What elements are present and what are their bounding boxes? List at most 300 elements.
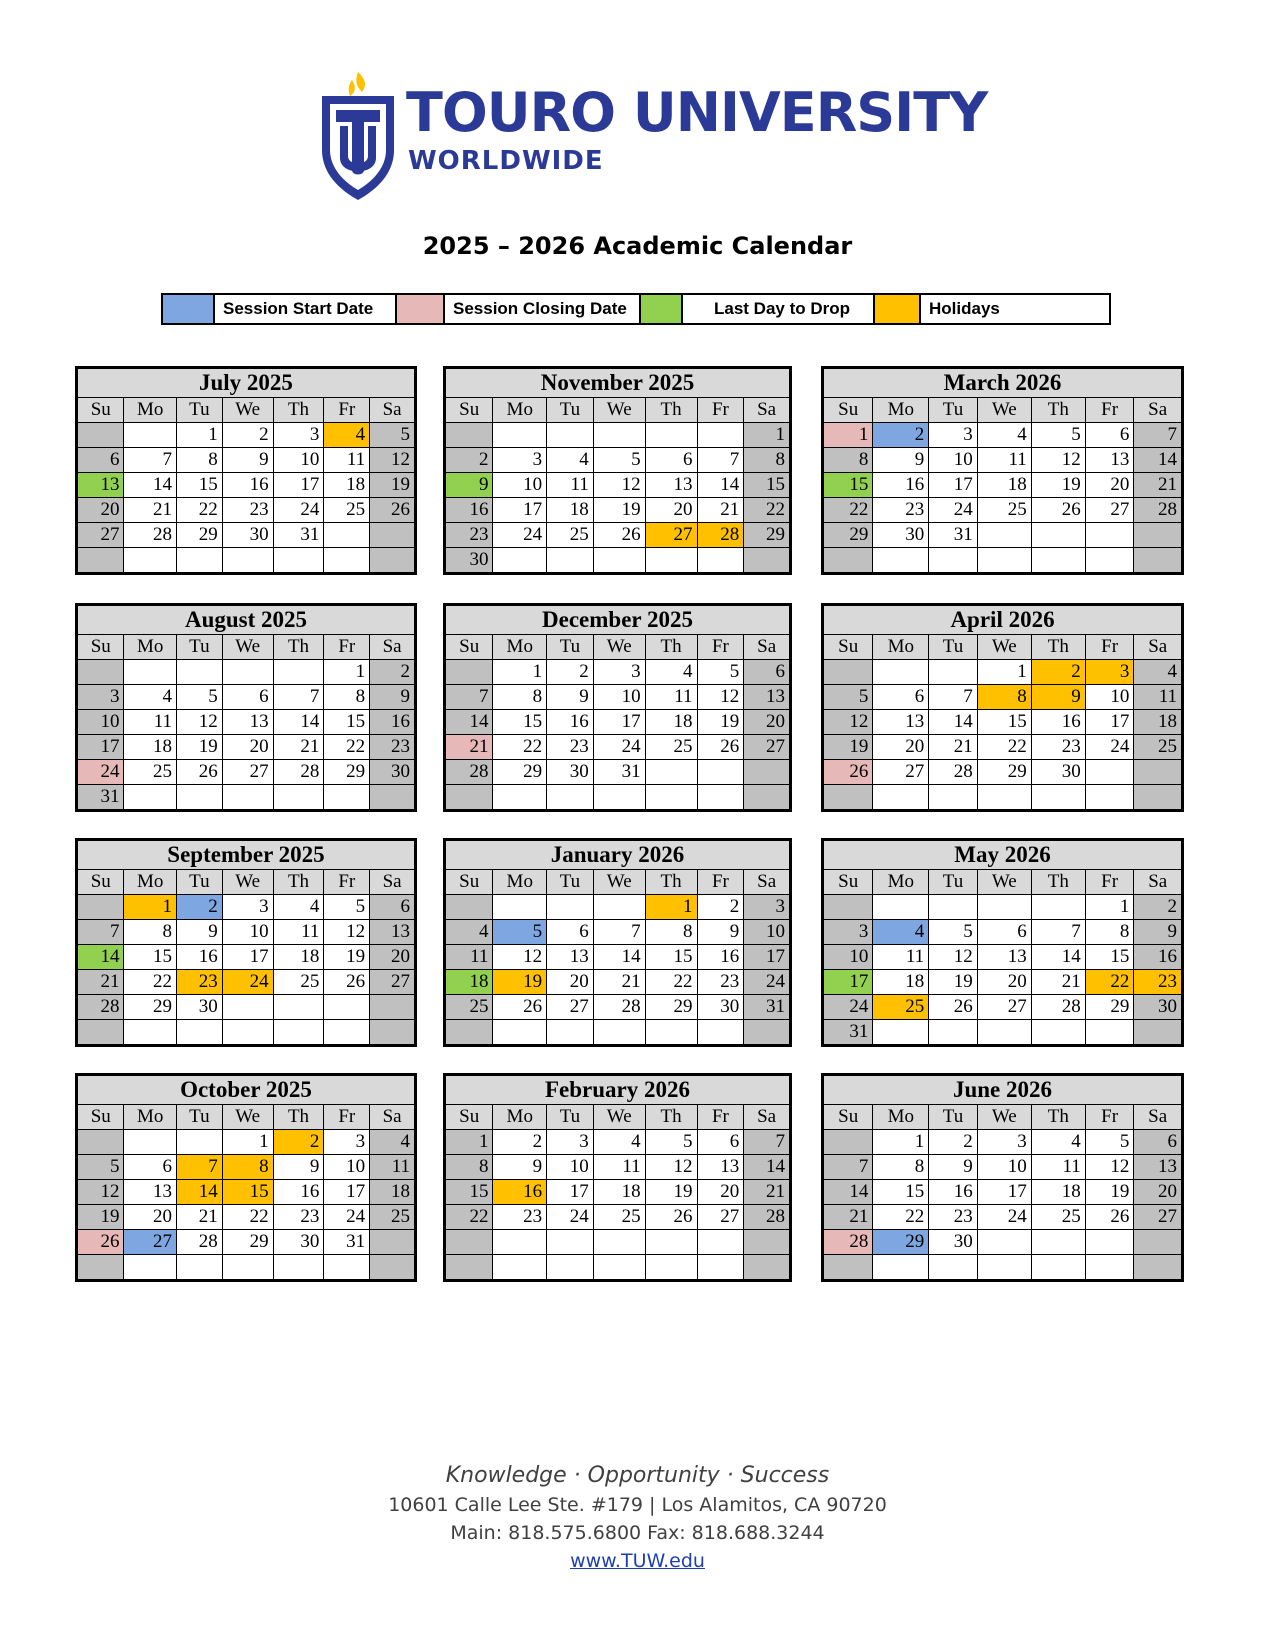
day-cell: [124, 1255, 177, 1281]
day-cell: 7: [273, 685, 324, 710]
day-cell: [823, 548, 873, 574]
day-cell: 26: [176, 760, 222, 785]
day-cell: [929, 895, 978, 920]
day-cell: 30: [370, 760, 416, 785]
day-cell: 17: [493, 498, 547, 523]
day-cell: [1031, 785, 1085, 811]
day-cell: [873, 660, 929, 685]
day-cell: 22: [324, 735, 370, 760]
day-cell: [124, 1020, 177, 1046]
day-cell: 20: [977, 970, 1031, 995]
day-cell: [124, 423, 177, 448]
day-cell: [176, 548, 222, 574]
day-cell: 20: [124, 1205, 177, 1230]
day-cell: [445, 1230, 493, 1255]
day-cell: [124, 1130, 177, 1155]
day-cell: 13: [1134, 1155, 1183, 1180]
legend-label-holidays: Holidays: [929, 299, 1000, 318]
day-cell: 25: [873, 995, 929, 1020]
month-calendar: [75, 366, 417, 575]
weekday-header: Mo: [873, 398, 929, 423]
day-cell: 23: [929, 1205, 978, 1230]
weekday-header: Mo: [873, 635, 929, 660]
day-cell: [1134, 548, 1183, 574]
day-cell: 18: [977, 473, 1031, 498]
day-cell: 30: [697, 995, 744, 1020]
weekday-header: Su: [77, 635, 124, 660]
day-cell: [593, 1255, 645, 1281]
day-cell: [1085, 1255, 1134, 1281]
day-cell: 25: [645, 735, 697, 760]
day-cell: 1: [645, 895, 697, 920]
month-title: June 2026: [823, 1075, 1183, 1105]
day-cell: 23: [493, 1205, 547, 1230]
day-cell: 14: [823, 1180, 873, 1205]
day-cell: 2: [445, 448, 493, 473]
day-cell: 7: [124, 448, 177, 473]
day-cell: 15: [1085, 945, 1134, 970]
day-cell: 10: [823, 945, 873, 970]
day-cell: [273, 1020, 324, 1046]
month-title: December 2025: [445, 605, 791, 635]
weekday-header: Mo: [493, 1105, 547, 1130]
day-cell: 18: [1134, 710, 1183, 735]
weekday-header: Su: [823, 870, 873, 895]
weekday-header: We: [222, 398, 273, 423]
day-cell: 16: [873, 473, 929, 498]
day-cell: 6: [1134, 1130, 1183, 1155]
day-cell: 27: [977, 995, 1031, 1020]
day-cell: [124, 785, 177, 811]
day-cell: [593, 895, 645, 920]
day-cell: 10: [222, 920, 273, 945]
day-cell: 20: [873, 735, 929, 760]
day-cell: 2: [873, 423, 929, 448]
day-cell: 10: [273, 448, 324, 473]
day-cell: 19: [593, 498, 645, 523]
day-cell: 13: [873, 710, 929, 735]
day-cell: 1: [1085, 895, 1134, 920]
weekday-header: Mo: [124, 870, 177, 895]
day-cell: 3: [929, 423, 978, 448]
day-cell: 6: [873, 685, 929, 710]
day-cell: 5: [1031, 423, 1085, 448]
weekday-header: Sa: [370, 1105, 416, 1130]
day-cell: 24: [77, 760, 124, 785]
day-cell: [324, 785, 370, 811]
day-cell: 22: [124, 970, 177, 995]
day-cell: 25: [547, 523, 594, 548]
day-cell: 22: [176, 498, 222, 523]
weekday-header: We: [593, 398, 645, 423]
day-cell: 13: [645, 473, 697, 498]
day-cell: [222, 1020, 273, 1046]
day-cell: [1134, 760, 1183, 785]
day-cell: [645, 423, 697, 448]
day-cell: 14: [744, 1155, 791, 1180]
day-cell: 12: [176, 710, 222, 735]
day-cell: 30: [1134, 995, 1183, 1020]
month-calendar: [75, 603, 417, 812]
day-cell: 5: [77, 1155, 124, 1180]
day-cell: 16: [929, 1180, 978, 1205]
weekday-header: Sa: [1134, 398, 1183, 423]
day-cell: [547, 548, 594, 574]
day-cell: 10: [324, 1155, 370, 1180]
day-cell: [547, 1020, 594, 1046]
day-cell: 11: [445, 945, 493, 970]
day-cell: 19: [1031, 473, 1085, 498]
weekday-header: Th: [273, 635, 324, 660]
day-cell: [1134, 785, 1183, 811]
day-cell: 16: [1134, 945, 1183, 970]
day-cell: [324, 1020, 370, 1046]
day-cell: 15: [977, 710, 1031, 735]
day-cell: 4: [370, 1130, 416, 1155]
day-cell: 8: [873, 1155, 929, 1180]
footer-phone: Main: 818.575.6800 Fax: 818.688.3244: [450, 1522, 825, 1544]
weekday-header: Sa: [370, 635, 416, 660]
weekday-header: Su: [77, 1105, 124, 1130]
day-cell: 3: [77, 685, 124, 710]
day-cell: [77, 1130, 124, 1155]
day-cell: 9: [222, 448, 273, 473]
day-cell: 6: [370, 895, 416, 920]
shield-torch-icon: [318, 70, 398, 202]
day-cell: 25: [124, 760, 177, 785]
weekday-header: Th: [645, 398, 697, 423]
day-cell: [645, 1020, 697, 1046]
day-cell: [176, 1255, 222, 1281]
day-cell: 11: [547, 473, 594, 498]
day-cell: 6: [744, 660, 791, 685]
footer-tagline: Knowledge · Opportunity · Success: [445, 1463, 830, 1488]
page-title: 2025 – 2026 Academic Calendar: [422, 232, 853, 260]
day-cell: 4: [445, 920, 493, 945]
day-cell: [77, 660, 124, 685]
day-cell: 4: [645, 660, 697, 685]
weekday-header: Sa: [744, 635, 791, 660]
day-cell: 25: [593, 1205, 645, 1230]
day-cell: [744, 1255, 791, 1281]
day-cell: 30: [273, 1230, 324, 1255]
day-cell: [645, 548, 697, 574]
day-cell: 1: [445, 1130, 493, 1155]
weekday-header: We: [593, 635, 645, 660]
day-cell: 12: [697, 685, 744, 710]
day-cell: [547, 1255, 594, 1281]
day-cell: 21: [273, 735, 324, 760]
month-calendar: [821, 366, 1184, 575]
day-cell: 30: [445, 548, 493, 574]
weekday-header: Tu: [929, 635, 978, 660]
day-cell: 8: [744, 448, 791, 473]
day-cell: 20: [744, 710, 791, 735]
day-cell: [593, 785, 645, 811]
weekday-header: Fr: [1085, 870, 1134, 895]
day-cell: 21: [823, 1205, 873, 1230]
day-cell: 17: [1085, 710, 1134, 735]
day-cell: 31: [77, 785, 124, 811]
day-cell: 11: [370, 1155, 416, 1180]
day-cell: 5: [370, 423, 416, 448]
footer-website-link[interactable]: www.TUW.edu: [570, 1550, 705, 1572]
weekday-header: Mo: [493, 635, 547, 660]
day-cell: 21: [1031, 970, 1085, 995]
day-cell: [823, 785, 873, 811]
day-cell: [593, 1230, 645, 1255]
day-cell: 26: [370, 498, 416, 523]
day-cell: 22: [645, 970, 697, 995]
month-title: August 2025: [77, 605, 416, 635]
day-cell: 25: [324, 498, 370, 523]
day-cell: 22: [744, 498, 791, 523]
day-cell: [370, 785, 416, 811]
weekday-header: Th: [645, 635, 697, 660]
day-cell: [645, 760, 697, 785]
day-cell: 22: [222, 1205, 273, 1230]
day-cell: [176, 660, 222, 685]
day-cell: 30: [176, 995, 222, 1020]
day-cell: 8: [222, 1155, 273, 1180]
weekday-header: Tu: [929, 1105, 978, 1130]
day-cell: [823, 1130, 873, 1155]
day-cell: 13: [124, 1180, 177, 1205]
day-cell: 21: [593, 970, 645, 995]
day-cell: [77, 1255, 124, 1281]
month-calendar: [443, 1073, 792, 1282]
legend-swatch-close: [397, 295, 445, 323]
day-cell: 16: [273, 1180, 324, 1205]
day-cell: 24: [1085, 735, 1134, 760]
day-cell: 29: [124, 995, 177, 1020]
month-calendar: [821, 1073, 1184, 1282]
day-cell: [176, 1020, 222, 1046]
weekday-header: Mo: [493, 398, 547, 423]
day-cell: 5: [176, 685, 222, 710]
day-cell: [547, 895, 594, 920]
day-cell: 27: [697, 1205, 744, 1230]
day-cell: [593, 1020, 645, 1046]
day-cell: 7: [593, 920, 645, 945]
day-cell: [124, 660, 177, 685]
day-cell: 20: [1134, 1180, 1183, 1205]
weekday-header: Fr: [324, 1105, 370, 1130]
day-cell: 4: [273, 895, 324, 920]
day-cell: [324, 523, 370, 548]
legend-swatch-drop: [641, 295, 683, 323]
day-cell: 6: [697, 1130, 744, 1155]
day-cell: [273, 660, 324, 685]
day-cell: [222, 995, 273, 1020]
day-cell: [547, 785, 594, 811]
day-cell: [324, 995, 370, 1020]
day-cell: 5: [697, 660, 744, 685]
day-cell: 2: [547, 660, 594, 685]
day-cell: [977, 523, 1031, 548]
day-cell: 8: [445, 1155, 493, 1180]
day-cell: [493, 1230, 547, 1255]
weekday-header: Sa: [370, 398, 416, 423]
day-cell: 18: [273, 945, 324, 970]
day-cell: 29: [744, 523, 791, 548]
day-cell: [222, 548, 273, 574]
weekday-header: Fr: [697, 870, 744, 895]
weekday-header: We: [222, 1105, 273, 1130]
day-cell: 21: [77, 970, 124, 995]
day-cell: [744, 548, 791, 574]
day-cell: [697, 423, 744, 448]
day-cell: 7: [823, 1155, 873, 1180]
day-cell: [873, 895, 929, 920]
day-cell: [823, 660, 873, 685]
weekday-header: We: [222, 870, 273, 895]
day-cell: 3: [324, 1130, 370, 1155]
day-cell: 8: [124, 920, 177, 945]
day-cell: 6: [645, 448, 697, 473]
weekday-header: Su: [445, 635, 493, 660]
day-cell: 2: [929, 1130, 978, 1155]
day-cell: 9: [370, 685, 416, 710]
day-cell: 5: [929, 920, 978, 945]
month-title: May 2026: [823, 840, 1183, 870]
day-cell: 4: [977, 423, 1031, 448]
weekday-header: Sa: [744, 1105, 791, 1130]
day-cell: 9: [1134, 920, 1183, 945]
legend-label-drop: Last Day to Drop: [683, 295, 875, 323]
weekday-header: Mo: [124, 635, 177, 660]
day-cell: 19: [1085, 1180, 1134, 1205]
weekday-header: We: [977, 398, 1031, 423]
day-cell: 17: [744, 945, 791, 970]
day-cell: 27: [370, 970, 416, 995]
weekday-header: Su: [77, 398, 124, 423]
day-cell: 2: [493, 1130, 547, 1155]
day-cell: 16: [547, 710, 594, 735]
day-cell: 31: [929, 523, 978, 548]
day-cell: 26: [77, 1230, 124, 1255]
day-cell: 15: [823, 473, 873, 498]
day-cell: 11: [977, 448, 1031, 473]
day-cell: 8: [324, 685, 370, 710]
weekday-header: Fr: [324, 870, 370, 895]
day-cell: 15: [222, 1180, 273, 1205]
day-cell: [445, 423, 493, 448]
day-cell: 20: [370, 945, 416, 970]
day-cell: 10: [977, 1155, 1031, 1180]
day-cell: 19: [176, 735, 222, 760]
day-cell: 15: [324, 710, 370, 735]
day-cell: 17: [823, 970, 873, 995]
day-cell: 25: [445, 995, 493, 1020]
day-cell: [77, 423, 124, 448]
day-cell: 3: [493, 448, 547, 473]
day-cell: [873, 785, 929, 811]
university-logo: [318, 70, 988, 205]
day-cell: 3: [977, 1130, 1031, 1155]
day-cell: 14: [445, 710, 493, 735]
day-cell: 7: [176, 1155, 222, 1180]
day-cell: [1134, 1020, 1183, 1046]
day-cell: 6: [77, 448, 124, 473]
day-cell: [697, 1255, 744, 1281]
day-cell: 26: [645, 1205, 697, 1230]
day-cell: [273, 1255, 324, 1281]
day-cell: 15: [645, 945, 697, 970]
day-cell: [977, 548, 1031, 574]
month-calendar: [75, 1073, 417, 1282]
day-cell: 12: [823, 710, 873, 735]
day-cell: 1: [873, 1130, 929, 1155]
day-cell: 14: [593, 945, 645, 970]
day-cell: [645, 785, 697, 811]
day-cell: 18: [445, 970, 493, 995]
day-cell: 22: [1085, 970, 1134, 995]
day-cell: 31: [324, 1230, 370, 1255]
day-cell: 29: [823, 523, 873, 548]
day-cell: 1: [124, 895, 177, 920]
day-cell: 18: [593, 1180, 645, 1205]
day-cell: 28: [1031, 995, 1085, 1020]
day-cell: 21: [445, 735, 493, 760]
weekday-header: We: [222, 635, 273, 660]
day-cell: [929, 1255, 978, 1281]
weekday-header: Tu: [547, 398, 594, 423]
day-cell: 29: [176, 523, 222, 548]
month-calendar: [443, 366, 792, 575]
day-cell: 9: [176, 920, 222, 945]
day-cell: 7: [1031, 920, 1085, 945]
day-cell: 29: [977, 760, 1031, 785]
day-cell: 17: [977, 1180, 1031, 1205]
weekday-header: We: [593, 1105, 645, 1130]
day-cell: [977, 1020, 1031, 1046]
day-cell: [744, 760, 791, 785]
month-title: November 2025: [445, 368, 791, 398]
day-cell: 19: [697, 710, 744, 735]
month-title: October 2025: [77, 1075, 416, 1105]
day-cell: [873, 1020, 929, 1046]
day-cell: 26: [324, 970, 370, 995]
legend: [161, 293, 1111, 325]
day-cell: 4: [324, 423, 370, 448]
day-cell: 1: [222, 1130, 273, 1155]
day-cell: 10: [929, 448, 978, 473]
day-cell: 12: [929, 945, 978, 970]
day-cell: 16: [493, 1180, 547, 1205]
day-cell: [977, 1230, 1031, 1255]
day-cell: 31: [593, 760, 645, 785]
day-cell: 16: [697, 945, 744, 970]
day-cell: 30: [222, 523, 273, 548]
day-cell: 28: [697, 523, 744, 548]
month-calendar: [75, 838, 417, 1047]
day-cell: 19: [77, 1205, 124, 1230]
month-title: March 2026: [823, 368, 1183, 398]
logo-subtitle: WORLDWIDE: [408, 146, 604, 176]
day-cell: 3: [1085, 660, 1134, 685]
day-cell: 25: [977, 498, 1031, 523]
day-cell: 3: [222, 895, 273, 920]
month-calendar: [443, 603, 792, 812]
weekday-header: Th: [645, 870, 697, 895]
day-cell: [823, 895, 873, 920]
day-cell: 18: [547, 498, 594, 523]
day-cell: [645, 1255, 697, 1281]
day-cell: [1031, 548, 1085, 574]
day-cell: 30: [873, 523, 929, 548]
day-cell: 8: [176, 448, 222, 473]
